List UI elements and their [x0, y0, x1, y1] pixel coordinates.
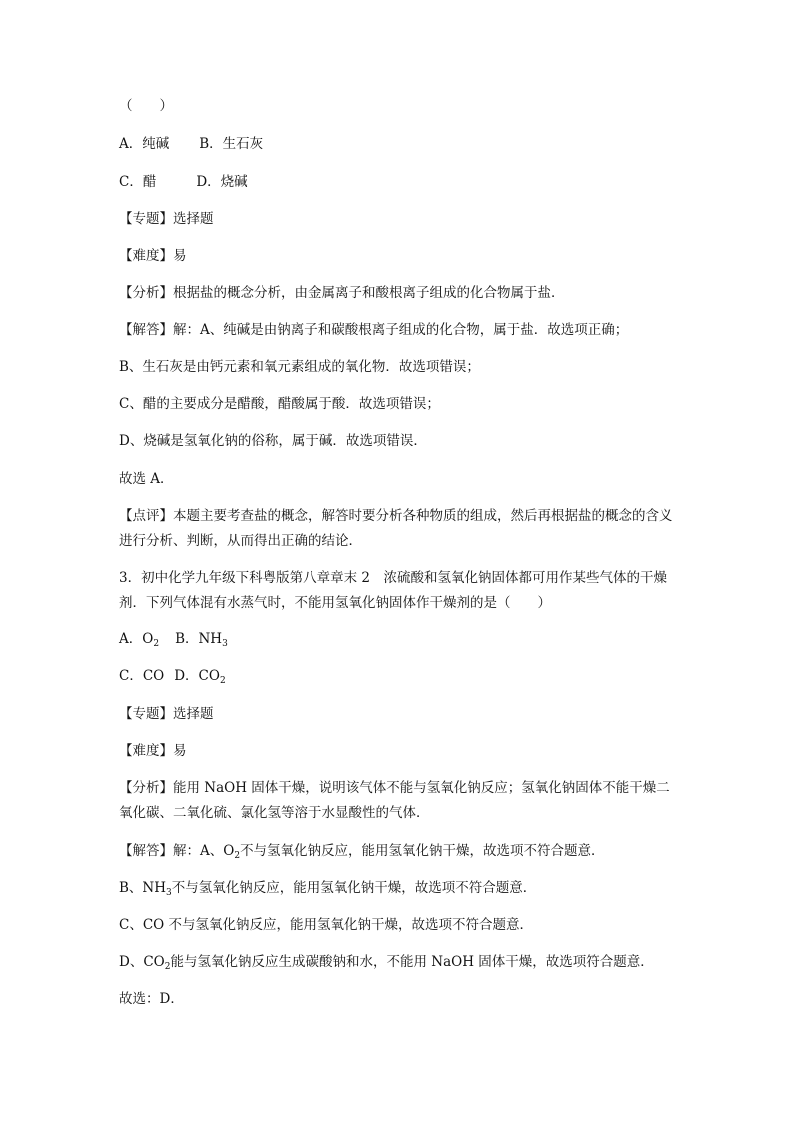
q3-difficulty-label: 【难度】易 [119, 743, 187, 759]
q3-option-d: D．$CO_2$ [174, 668, 226, 686]
answer-line-c: C、醋的主要成分是醋酸，醋酸属于酸．故选项错误； [119, 396, 440, 412]
answer-line-b: B、生石灰是由钙元素和氧元素组成的氧化物．故选项错误； [119, 359, 480, 375]
comment-text: 【点评】本题主要考查盐的概念，解答时要分析各种物质的组成，然后再根据盐的概念的含义进行分析、判断，从而得出正确的结论． [119, 508, 673, 549]
option-b: B．生石灰 [199, 136, 264, 152]
q3-option-a: A．$O_2$ [119, 631, 160, 649]
answer-line-a: 【解答】解：A、纯碱是由钠离子和碳酸根离子组成的化合物，属于盐．故选项正确； [119, 322, 629, 338]
q3-answer-line-d: D、$CO_2$能与氢氧化钠反应生成碳酸钠和水，不能用 NaOH 固体干燥，故选项符合题意． [119, 954, 654, 972]
difficulty-label: 【难度】易 [119, 248, 187, 264]
q3-analysis-text: 【分析】能用 NaOH 固体干燥，说明该气体不能与氢氧化钠反应；氢氧化钠固体不能干燥二氧化碳、二氧化硫、氯化氢等溶于水显酸性的气体． [119, 780, 670, 821]
q3-answer-choice: 故选：D． [119, 991, 184, 1007]
q3-option-b: B．$NH_3$ [175, 631, 228, 649]
q3-answer-line-b: B、$NH_3$不与氢氧化钠反应，能用氢氧化钠干燥，故选项不符合题意． [119, 880, 537, 898]
option-d: D．烧碱 [196, 174, 248, 190]
answer-parentheses: （ ） [119, 98, 173, 114]
q3-topic-label: 【专题】选择题 [119, 706, 214, 722]
analysis-text: 【分析】根据盐的概念分析，由金属离子和酸根离子组成的化合物属于盐． [119, 285, 565, 301]
options-row-ab [119, 134, 263, 154]
q3-answer-line-a: 【解答】解：A、$O_2$不与氢氧化钠反应，能用氢氧化钠干燥，故选项不符合题意． [119, 843, 605, 861]
options-row-cd [119, 172, 248, 192]
q3-answer-line-c: C、CO 不与氢氧化钠反应，能用氢氧化钠干燥，故选项不符合题意． [119, 917, 534, 933]
q3-options-row-cd [119, 666, 226, 686]
q3-options-row-ab [119, 629, 228, 649]
answer-choice: 故选 A． [119, 471, 174, 487]
topic-label: 【专题】选择题 [119, 211, 214, 227]
option-a: A．纯碱 [119, 136, 170, 152]
q3-option-c: C．CO [119, 668, 165, 684]
option-c: C．醋 [119, 174, 157, 190]
answer-line-d: D、烧碱是氢氧化钠的俗称，属于碱．故选项错误． [119, 433, 427, 449]
question-3-stem: 3．初中化学九年级下科粤版第八章章末 2 浓硫酸和氢氧化钠固体都可用作某些气体的干燥剂．下列气体混有水蒸气时，不能用氢氧化钠固体作干燥剂的是（ ） [119, 570, 667, 611]
